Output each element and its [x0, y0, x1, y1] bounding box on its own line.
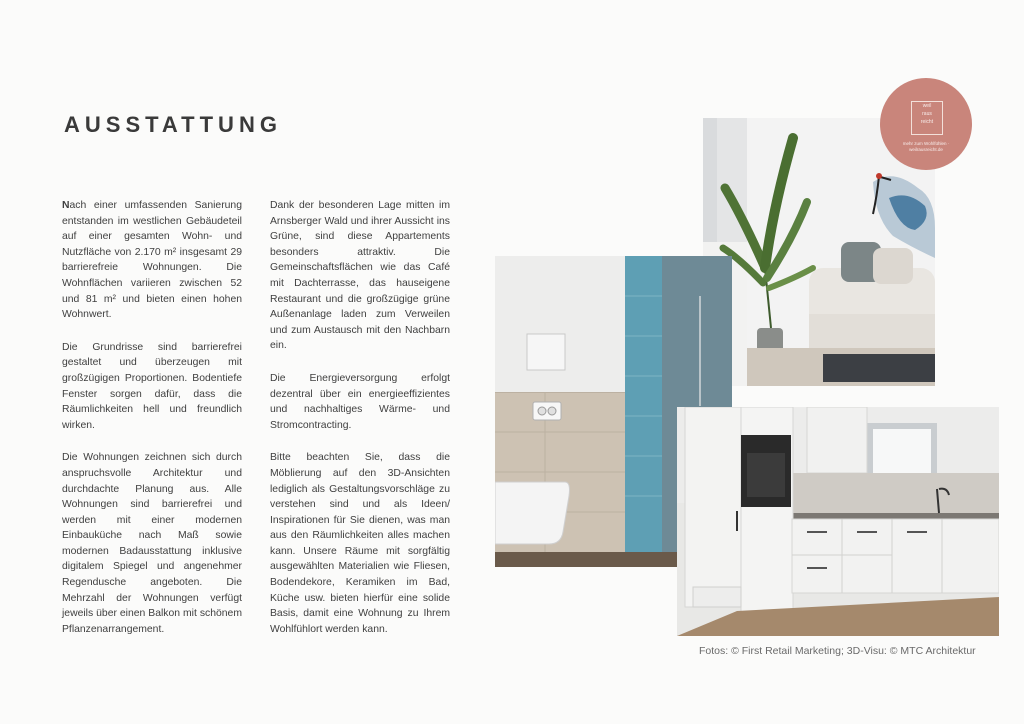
paragraph: Dank der besonderen Lage mitten im Arnsberger Wald und ihrer Aussicht ins Grüne, sind diese Appartements besonders attraktiv. Die Gemeinschaftsflächen wie das Café mit Dachterrasse, das hauseigene Restaurant und die großzügige grüne Außenanlage laden zum Verweilen und zum Austausch mit den Nachbarn ein. [270, 200, 450, 352]
paragraph: Bitte beachten Sie, dass die Möblierung auf den 3D-Ansichten lediglich als Gestaltungsvorschläge zu verstehen sind und als Ideen/ Inspirationen für Sie dienen, was man aus den Räumlichkeiten alles machen kann. Unsere Räume mit sorgfältig ausgewählten Materialien wie Fliesen, Bodendekore, Keramiken im Bad, Küche usw. bieten hierfür eine solide Basis, damit eine Wohnung zu Ihrem Wohlfühlort werden kann. [270, 452, 450, 635]
paragraph: Die Grundrisse sind barrierefrei gestaltet und überzeugen mit großzügigen Proportionen. Bodentiefe Fenster sorgen dafür, dass die Räumlichkeiten hell und freundlich wirken. [62, 341, 242, 431]
paragraph [62, 198, 242, 323]
text-column-left [62, 198, 242, 654]
brand-stamp [880, 78, 972, 170]
drop-letter: N [62, 200, 70, 211]
text-column-right [270, 198, 450, 654]
stamp-tagline: mehr zum Wohlfühlen · weilrausreicht.de [902, 141, 950, 152]
kitchen-image [677, 407, 999, 636]
page-title: AUSSTATTUNG [64, 112, 282, 137]
photo-credit: Fotos: © First Retail Marketing; 3D-Visu: © MTC Architektur [699, 645, 976, 657]
stamp-logo: weil raus reicht [911, 101, 943, 135]
paragraph: Die Wohnungen zeichnen sich durch anspruchsvolle Architektur und durchdachte Planung aus. Alle Wohnungen sind barrierefrei und werden mit einer modernen Einbauküche nach Maß sowie modernen Badausstattung inklusive digitalem Spiegel und angenehmer Regendusche angeboten. Die Mehrzahl der Wohnungen verfügt jeweils über einen Balkon mit schönem Pflanzenarrangement. [62, 452, 242, 635]
paragraph-text: ach einer umfassenden Sanierung entstanden im westlichen Gebäudeteil auf einer gesamten Wohn- und Nutzfläche von 2.170 m² insgesamt 29 barrierefreie Wohnungen. Die Wohnflächen variieren zwischen 52 und 81 m² und bieten einen hohen Wohnwert. [62, 200, 242, 321]
paragraph: Die Energieversorgung erfolgt dezentral über ein energieeffizientes und nachhaltiges Wärme- und Stromcontracting. [270, 372, 450, 431]
